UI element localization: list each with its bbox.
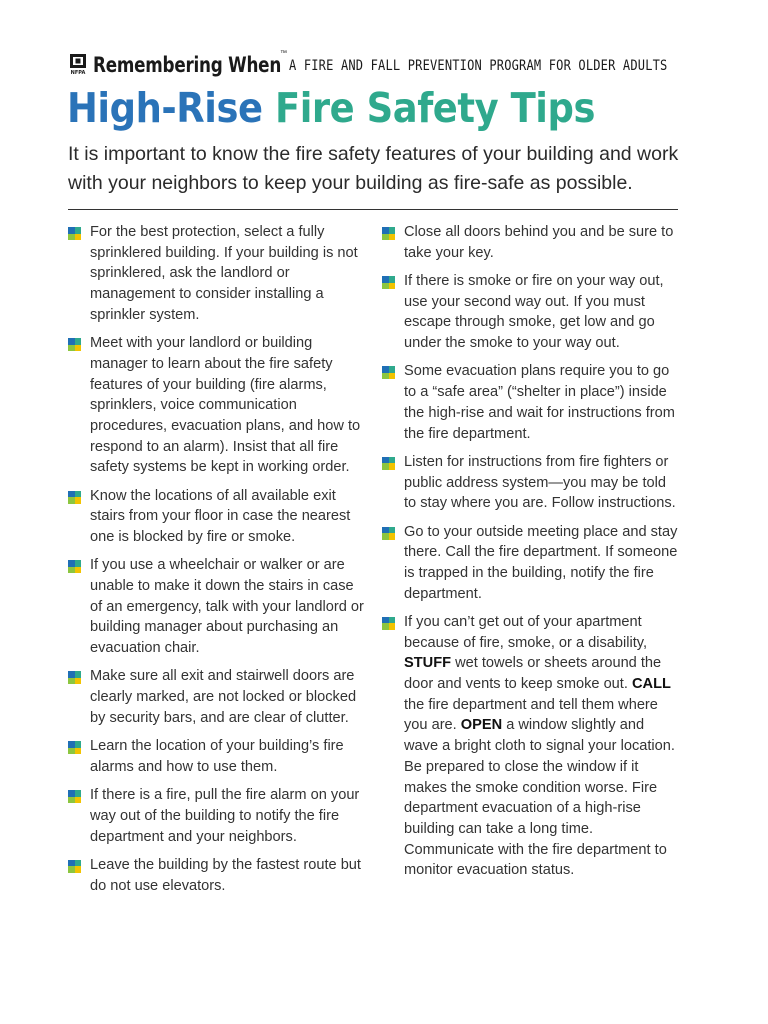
tip-text-part: the fire department and tell them where you are. xyxy=(404,696,658,734)
tip-text-part: a window slightly and wave a bright cloth to signal your location. Be prepared to close the window if it makes the smoke condition worse. Fire department evacuation of a high-rise building can take a long time. Communicate with the fire department to monitor evacuation status. xyxy=(404,717,675,879)
tip-item-shelter-in-apartment xyxy=(382,612,682,881)
tip-text: For the best protection, select a fully sprinklered building. If your building is not sprinklered, ask the landlord or management to consider installing a sprinkler system. xyxy=(90,224,358,323)
tip-text: Meet with your landlord or building manager to learn about the fire safety features of your building (fire alarms, sprinklers, voice communication procedures, evacuation plans, and how to respond to an alarm). Insist that all fire safety systems be kept in working order. xyxy=(90,335,361,476)
square-bullet-icon xyxy=(68,860,81,873)
tip-text xyxy=(404,612,682,881)
tip-text: If there is smoke or fire on your way out, use your second way out. If you must escape through smoke, get low and go under the smoke to your way out. xyxy=(404,273,664,352)
tip-emphasis-call: CALL xyxy=(631,676,671,693)
tip-item xyxy=(382,222,682,263)
divider xyxy=(68,209,678,210)
tip-item xyxy=(68,222,368,326)
logo-text: NFPA xyxy=(70,70,86,75)
tip-text: Make sure all exit and stairwell doors are clearly marked, are not locked or blocked by security bars, and are clear of clutter. xyxy=(90,668,357,726)
square-bullet-icon xyxy=(382,366,395,379)
tip-item xyxy=(382,271,682,354)
tip-item xyxy=(68,666,368,728)
square-bullet-icon xyxy=(68,790,81,803)
program-header xyxy=(69,50,729,78)
tip-text: Go to your outside meeting place and stay there. Call the fire department. If someone is trapped in the building, notify the fire department. xyxy=(404,523,678,602)
trademark-symbol: ™ xyxy=(280,50,287,57)
tip-text-part: wet towels or sheets around the door and vents to keep smoke out. xyxy=(404,655,662,693)
nfpa-logo-icon xyxy=(69,53,87,75)
square-bullet-icon xyxy=(68,227,81,240)
tip-text-part: If you can’t get out of your apartment because of fire, smoke, or a disability, xyxy=(404,613,648,651)
tip-text: If there is a fire, pull the fire alarm on your way out of the building to notify the fire department and your neighbors. xyxy=(90,787,360,845)
square-bullet-icon xyxy=(68,338,81,351)
square-bullet-icon xyxy=(68,671,81,684)
title-part-fire-safety-tips: Fire Safety Tips xyxy=(274,84,595,132)
tips-column-left xyxy=(68,222,368,904)
tip-text: Listen for instructions from fire fighters or public address system—you may be told to stay where you are. Follow instructions. xyxy=(404,453,676,512)
square-bullet-icon xyxy=(382,457,395,470)
square-bullet-icon xyxy=(68,741,81,754)
tip-item xyxy=(68,486,368,548)
tip-text: Know the locations of all available exit stairs from your floor in case the nearest one is blocked by fire or smoke. xyxy=(90,487,351,546)
square-bullet-icon xyxy=(68,560,81,573)
tip-item xyxy=(382,452,682,514)
tip-item xyxy=(68,736,368,777)
brand-logo xyxy=(93,50,287,78)
square-bullet-icon xyxy=(68,491,81,504)
tip-text: If you use a wheelchair or walker or are unable to make it down the stairs in case of an emergency, talk with your landlord or building manager about purchasing an evacuation chair. xyxy=(90,557,364,657)
tip-item xyxy=(68,855,368,896)
tip-item xyxy=(68,785,368,847)
square-bullet-icon xyxy=(382,617,395,630)
program-tagline: A FIRE AND FALL PREVENTION PROGRAM FOR OLDER ADULTS xyxy=(289,58,668,74)
square-bullet-icon xyxy=(382,276,395,289)
tip-emphasis-open: OPEN xyxy=(460,717,503,734)
tip-text: Close all doors behind you and be sure to take your key. xyxy=(404,224,674,261)
tip-emphasis-stuff: STUFF xyxy=(404,655,452,672)
page-title xyxy=(67,82,595,134)
tip-text: Some evacuation plans require you to go to a “safe area” (“shelter in place”) inside the high-rise and wait for instructions from the fire department. xyxy=(404,363,675,442)
tip-text: Learn the location of your building’s fire alarms and how to use them. xyxy=(90,738,344,775)
tip-text: Leave the building by the fastest route but do not use elevators. xyxy=(90,856,361,894)
tips-column-right xyxy=(382,222,682,889)
title-part-high-rise: High-Rise xyxy=(67,84,263,132)
brand-name: Remembering When xyxy=(93,53,282,77)
intro-paragraph: It is important to know the fire safety features of your building and work with your neighbors to keep your building as fire-safe as possible. xyxy=(68,143,679,194)
tip-item xyxy=(382,361,682,444)
square-bullet-icon xyxy=(382,527,395,540)
tip-item xyxy=(68,333,368,478)
tip-item xyxy=(382,522,682,605)
tip-item xyxy=(68,555,368,659)
square-bullet-icon xyxy=(382,227,395,240)
